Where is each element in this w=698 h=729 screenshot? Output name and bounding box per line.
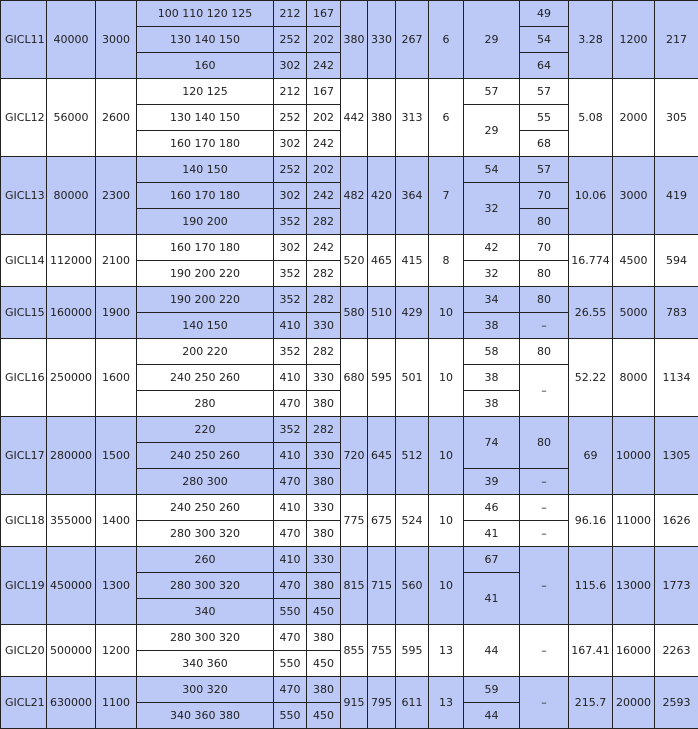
inertia-cell: 11000 [613,495,655,547]
c-cell: 6 [429,1,464,79]
bore-cell: 280 300 320 [137,521,274,547]
d1-cell: 755 [368,625,396,677]
length-cell: 550 [274,703,307,729]
table-row [1,157,698,183]
inertia-cell: 3000 [613,157,655,235]
e-cell: 68 [520,131,569,157]
bore-cell: 140 150 [137,313,274,339]
f-cell: 39 [464,469,520,495]
length1-cell: 380 [307,625,341,651]
length-cell: 352 [274,209,307,235]
d2-cell: 313 [396,79,429,157]
model-cell: GICL13 [1,157,47,235]
e-cell: – [520,547,569,625]
length-cell: 302 [274,183,307,209]
inertia-cell: 20000 [613,677,655,729]
bore-cell: 160 170 180 [137,183,274,209]
length-cell: 212 [274,79,307,105]
length1-cell: 242 [307,131,341,157]
length-cell: 302 [274,53,307,79]
length-cell: 352 [274,417,307,443]
speed-cell: 2300 [96,157,137,235]
inertia-cell: 2000 [613,79,655,157]
f-cell: 67 [464,547,520,573]
d1-cell: 715 [368,547,396,625]
length1-cell: 330 [307,443,341,469]
e-cell: – [520,521,569,547]
c-cell: 13 [429,677,464,729]
length1-cell: 202 [307,157,341,183]
e-cell: 57 [520,79,569,105]
length1-cell: 330 [307,365,341,391]
model-cell: GICL16 [1,339,47,417]
model-cell: GICL18 [1,495,47,547]
e-cell: 80 [520,261,569,287]
f-cell: 32 [464,261,520,287]
length-cell: 352 [274,287,307,313]
model-cell: GICL11 [1,1,47,79]
torque-cell: 40000 [47,1,96,79]
d1-cell: 380 [368,79,396,157]
f-cell: 32 [464,183,520,235]
length-cell: 470 [274,625,307,651]
length-cell: 410 [274,313,307,339]
length1-cell: 202 [307,27,341,53]
extra-cell: 2593 [655,677,698,729]
length1-cell: 450 [307,599,341,625]
length1-cell: 282 [307,287,341,313]
d-cell: 915 [341,677,368,729]
mass-cell: 26.55 [569,287,613,339]
inertia-cell: 10000 [613,417,655,495]
d1-cell: 330 [368,1,396,79]
f-cell: 57 [464,79,520,105]
bore-cell: 280 300 320 [137,625,274,651]
bore-cell: 280 [137,391,274,417]
speed-cell: 1200 [96,625,137,677]
length1-cell: 282 [307,417,341,443]
e-cell: – [520,469,569,495]
d-cell: 580 [341,287,368,339]
bore-cell: 160 170 180 [137,235,274,261]
f-cell: 58 [464,339,520,365]
torque-cell: 450000 [47,547,96,625]
c-cell: 10 [429,339,464,417]
mass-cell: 215.7 [569,677,613,729]
e-cell: – [520,313,569,339]
e-cell: – [520,495,569,521]
bore-cell: 220 [137,417,274,443]
speed-cell: 2600 [96,79,137,157]
f-cell: 59 [464,677,520,703]
table-row [1,287,698,313]
extra-cell: 305 [655,79,698,157]
e-cell: 54 [520,27,569,53]
extra-cell: 2263 [655,625,698,677]
mass-cell: 3.28 [569,1,613,79]
bore-cell: 340 360 [137,651,274,677]
c-cell: 7 [429,157,464,235]
e-cell: – [520,677,569,729]
f-cell: 38 [464,391,520,417]
bore-cell: 240 250 260 [137,495,274,521]
inertia-cell: 16000 [613,625,655,677]
bore-cell: 340 [137,599,274,625]
d2-cell: 512 [396,417,429,495]
bore-cell: 130 140 150 [137,105,274,131]
torque-cell: 280000 [47,417,96,495]
table-row [1,677,698,703]
e-cell: – [520,365,569,417]
speed-cell: 1500 [96,417,137,495]
table-row [1,547,698,573]
extra-cell: 217 [655,1,698,79]
d2-cell: 415 [396,235,429,287]
d2-cell: 560 [396,547,429,625]
f-cell: 44 [464,703,520,729]
length-cell: 252 [274,157,307,183]
d-cell: 815 [341,547,368,625]
c-cell: 10 [429,417,464,495]
length-cell: 410 [274,443,307,469]
speed-cell: 2100 [96,235,137,287]
bore-cell: 260 [137,547,274,573]
bore-cell: 280 300 320 [137,573,274,599]
bore-cell: 160 [137,53,274,79]
bore-cell: 340 360 380 [137,703,274,729]
length-cell: 302 [274,235,307,261]
length-cell: 410 [274,547,307,573]
inertia-cell: 8000 [613,339,655,417]
length1-cell: 202 [307,105,341,131]
length-cell: 352 [274,261,307,287]
c-cell: 10 [429,287,464,339]
length-cell: 352 [274,339,307,365]
table-row [1,1,698,27]
f-cell: 74 [464,417,520,469]
length1-cell: 282 [307,209,341,235]
table-row [1,339,698,365]
extra-cell: 594 [655,235,698,287]
extra-cell: 419 [655,157,698,235]
mass-cell: 69 [569,417,613,495]
model-cell: GICL17 [1,417,47,495]
d2-cell: 611 [396,677,429,729]
torque-cell: 250000 [47,339,96,417]
c-cell: 6 [429,79,464,157]
model-cell: GICL12 [1,79,47,157]
mass-cell: 10.06 [569,157,613,235]
length1-cell: 330 [307,313,341,339]
length-cell: 550 [274,651,307,677]
torque-cell: 112000 [47,235,96,287]
e-cell: 70 [520,235,569,261]
d-cell: 482 [341,157,368,235]
e-cell: 55 [520,105,569,131]
speed-cell: 1400 [96,495,137,547]
mass-cell: 167.41 [569,625,613,677]
speed-cell: 1900 [96,287,137,339]
bore-cell: 130 140 150 [137,27,274,53]
d-cell: 855 [341,625,368,677]
d2-cell: 524 [396,495,429,547]
d-cell: 380 [341,1,368,79]
bore-cell: 100 110 120 125 [137,1,274,27]
mass-cell: 16.774 [569,235,613,287]
bore-cell: 190 200 [137,209,274,235]
length-cell: 252 [274,27,307,53]
d1-cell: 795 [368,677,396,729]
extra-cell: 1626 [655,495,698,547]
length-cell: 470 [274,521,307,547]
torque-cell: 500000 [47,625,96,677]
f-cell: 34 [464,287,520,313]
c-cell: 8 [429,235,464,287]
torque-cell: 56000 [47,79,96,157]
model-cell: GICL21 [1,677,47,729]
length1-cell: 380 [307,469,341,495]
torque-cell: 80000 [47,157,96,235]
speed-cell: 3000 [96,1,137,79]
mass-cell: 96.16 [569,495,613,547]
bore-cell: 240 250 260 [137,365,274,391]
f-cell: 44 [464,625,520,677]
e-cell: 57 [520,157,569,183]
table-row [1,79,698,105]
d-cell: 720 [341,417,368,495]
d2-cell: 429 [396,287,429,339]
length-cell: 470 [274,391,307,417]
length1-cell: 450 [307,651,341,677]
table-row [1,495,698,521]
d2-cell: 267 [396,1,429,79]
extra-cell: 783 [655,287,698,339]
length-cell: 470 [274,573,307,599]
d1-cell: 645 [368,417,396,495]
table-row [1,235,698,261]
length1-cell: 282 [307,261,341,287]
d1-cell: 465 [368,235,396,287]
length1-cell: 450 [307,703,341,729]
f-cell: 41 [464,573,520,625]
d-cell: 680 [341,339,368,417]
speed-cell: 1600 [96,339,137,417]
f-cell: 54 [464,157,520,183]
length-cell: 252 [274,105,307,131]
e-cell: 64 [520,53,569,79]
speed-cell: 1300 [96,547,137,625]
e-cell: 80 [520,287,569,313]
f-cell: 29 [464,1,520,79]
length1-cell: 380 [307,573,341,599]
extra-cell: 1305 [655,417,698,495]
bore-cell: 160 170 180 [137,131,274,157]
length1-cell: 330 [307,547,341,573]
bore-cell: 280 300 [137,469,274,495]
e-cell: 80 [520,417,569,469]
d-cell: 442 [341,79,368,157]
extra-cell: 1773 [655,547,698,625]
inertia-cell: 1200 [613,1,655,79]
length1-cell: 242 [307,183,341,209]
d-cell: 520 [341,235,368,287]
speed-cell: 1100 [96,677,137,729]
length1-cell: 330 [307,495,341,521]
length-cell: 470 [274,469,307,495]
d2-cell: 364 [396,157,429,235]
c-cell: 10 [429,495,464,547]
e-cell: 80 [520,209,569,235]
inertia-cell: 5000 [613,287,655,339]
inertia-cell: 13000 [613,547,655,625]
length-cell: 212 [274,1,307,27]
length-cell: 410 [274,495,307,521]
bore-cell: 120 125 [137,79,274,105]
e-cell: 80 [520,339,569,365]
inertia-cell: 4500 [613,235,655,287]
e-cell: 49 [520,1,569,27]
model-cell: GICL15 [1,287,47,339]
length1-cell: 380 [307,521,341,547]
model-cell: GICL19 [1,547,47,625]
e-cell: 70 [520,183,569,209]
length-cell: 410 [274,365,307,391]
bore-cell: 190 200 220 [137,261,274,287]
bore-cell: 240 250 260 [137,443,274,469]
length1-cell: 380 [307,677,341,703]
f-cell: 46 [464,495,520,521]
model-cell: GICL20 [1,625,47,677]
torque-cell: 355000 [47,495,96,547]
length1-cell: 242 [307,53,341,79]
f-cell: 38 [464,365,520,391]
torque-cell: 160000 [47,287,96,339]
d1-cell: 595 [368,339,396,417]
length1-cell: 242 [307,235,341,261]
mass-cell: 115.6 [569,547,613,625]
table-row [1,625,698,651]
d2-cell: 595 [396,625,429,677]
d-cell: 775 [341,495,368,547]
mass-cell: 52.22 [569,339,613,417]
d1-cell: 420 [368,157,396,235]
f-cell: 38 [464,313,520,339]
d1-cell: 675 [368,495,396,547]
bore-cell: 200 220 [137,339,274,365]
f-cell: 29 [464,105,520,157]
length-cell: 550 [274,599,307,625]
model-cell: GICL14 [1,235,47,287]
bore-cell: 190 200 220 [137,287,274,313]
length-cell: 470 [274,677,307,703]
e-cell: – [520,625,569,677]
torque-cell: 630000 [47,677,96,729]
bore-cell: 300 320 [137,677,274,703]
length-cell: 302 [274,131,307,157]
c-cell: 13 [429,625,464,677]
extra-cell: 1134 [655,339,698,417]
bore-cell: 140 150 [137,157,274,183]
d1-cell: 510 [368,287,396,339]
c-cell: 10 [429,547,464,625]
f-cell: 41 [464,521,520,547]
f-cell: 42 [464,235,520,261]
d2-cell: 501 [396,339,429,417]
mass-cell: 5.08 [569,79,613,157]
length1-cell: 282 [307,339,341,365]
length1-cell: 380 [307,391,341,417]
length1-cell: 167 [307,1,341,27]
length1-cell: 167 [307,79,341,105]
table-row [1,417,698,443]
